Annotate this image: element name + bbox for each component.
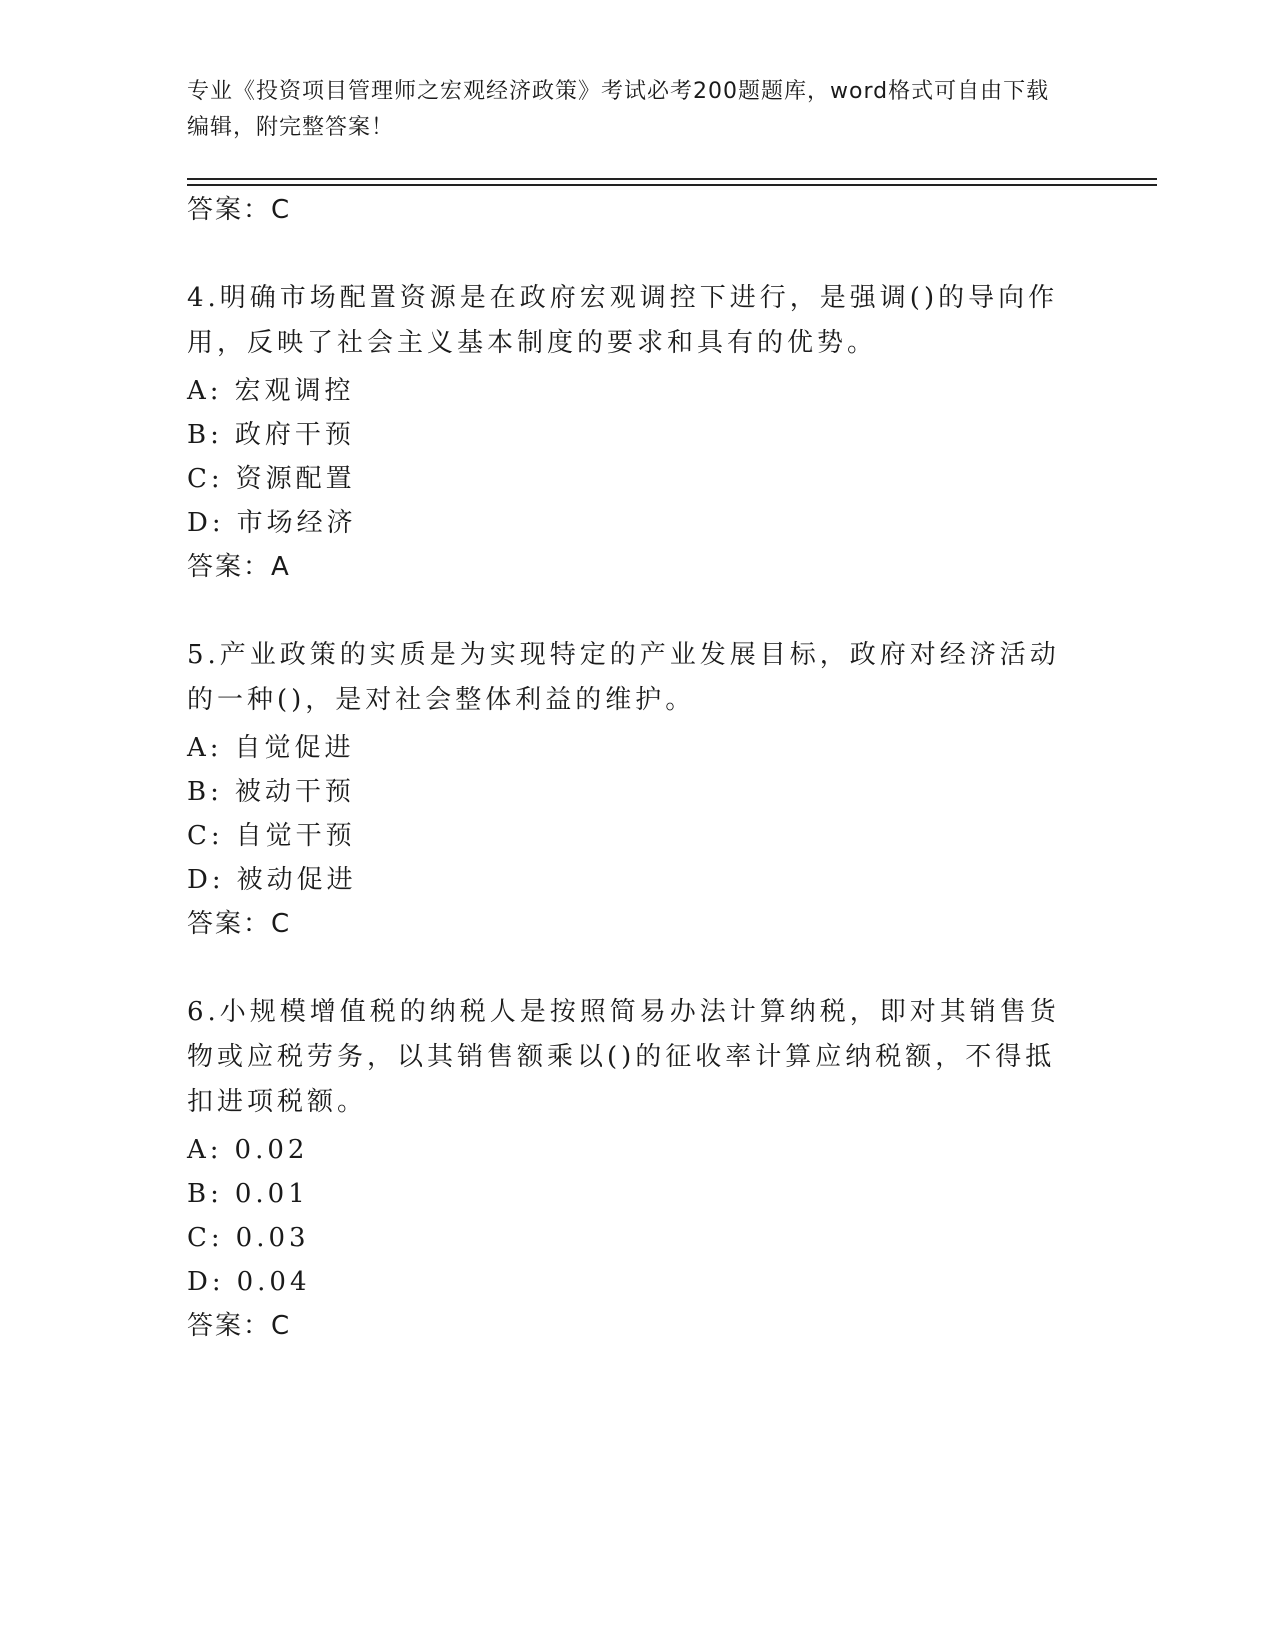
option-text: 0.01 <box>234 1179 309 1209</box>
question-4-answer: 答案：A <box>187 552 291 582</box>
document-header: 专业《投资项目管理师之宏观经济政策》考试必考200题题库，word格式可自由下载编辑，附完整答案！ <box>187 79 1050 140</box>
option-letter: A: <box>187 376 223 406</box>
option-letter: B: <box>187 1179 223 1209</box>
question-5-option-b <box>187 775 355 809</box>
question-5-answer: 答案：C <box>187 909 292 939</box>
option-letter: D: <box>187 865 225 895</box>
option-letter: A: <box>187 1135 223 1165</box>
option-text: 市场经济 <box>236 508 357 538</box>
option-letter: B: <box>187 777 223 807</box>
option-text: 自觉干预 <box>235 821 356 851</box>
option-text: 资源配置 <box>235 464 356 494</box>
option-text: 自觉促进 <box>234 733 355 763</box>
question-5-option-a <box>187 731 355 765</box>
option-letter: A: <box>187 733 223 763</box>
question-4-text: 4.明确市场配置资源是在政府宏观调控下进行，是强调()的导向作用，反映了社会主义基本制度的要求和具有的优势。 <box>187 283 1059 358</box>
question-6-option-c <box>187 1221 310 1255</box>
option-letter: D: <box>187 1267 225 1297</box>
question-4-option-b <box>187 418 355 452</box>
option-letter: B: <box>187 420 223 450</box>
option-text: 政府干预 <box>234 420 355 450</box>
option-text: 0.03 <box>235 1223 310 1253</box>
question-6-option-d <box>187 1265 311 1299</box>
question-5-option-d <box>187 863 357 897</box>
question-6-option-b <box>187 1177 309 1211</box>
option-letter: C: <box>187 464 224 494</box>
option-text: 被动干预 <box>234 777 355 807</box>
option-text: 0.04 <box>236 1267 311 1297</box>
question-4-option-d <box>187 506 357 540</box>
option-text: 被动促进 <box>236 865 357 895</box>
option-letter: C: <box>187 821 224 851</box>
question-6-text: 6.小规模增值税的纳税人是按照简易办法计算纳税，即对其销售货物或应税劳务，以其销售额乘以()的征收率计算应纳税额，不得抵扣进项税额。 <box>187 997 1060 1117</box>
question-5-option-c <box>187 819 356 853</box>
option-text: 宏观调控 <box>234 376 355 406</box>
option-text: 0.02 <box>234 1135 309 1165</box>
question-4-option-a <box>187 374 355 408</box>
question-6-option-a <box>187 1133 308 1167</box>
header-rule-top <box>187 178 1157 180</box>
prev-answer: 答案：C <box>187 195 292 225</box>
question-4-option-c <box>187 462 356 496</box>
header-rule-bottom <box>187 184 1157 186</box>
option-letter: C: <box>187 1223 224 1253</box>
question-6-answer: 答案：C <box>187 1311 292 1341</box>
question-5-text: 5.产业政策的实质是为实现特定的产业发展目标，政府对经济活动的一种()，是对社会整体利益的维护。 <box>187 640 1060 715</box>
option-letter: D: <box>187 508 225 538</box>
